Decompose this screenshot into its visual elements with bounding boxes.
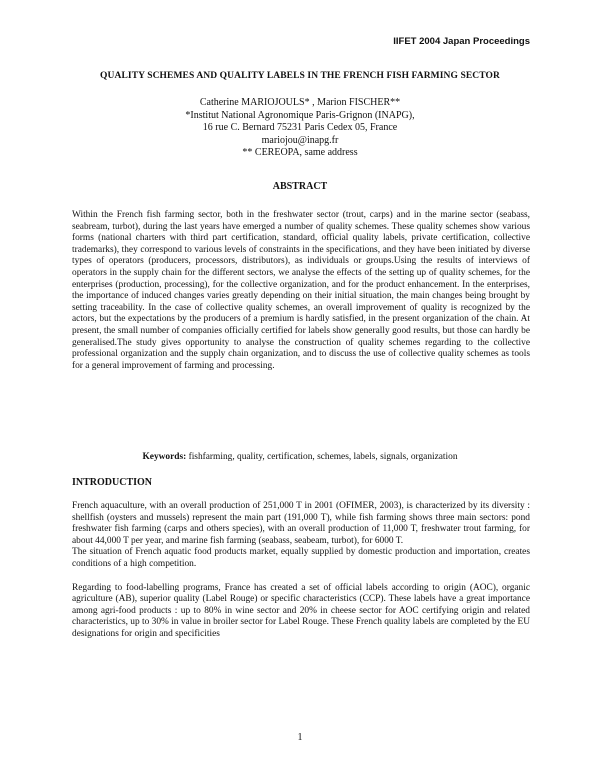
keywords-label: Keywords: (142, 452, 187, 462)
intro-paragraph-2: The situation of French aquatic food products market, equally supplied by domestic production and importation, creates conditions of a high competition. (72, 547, 530, 569)
introduction-heading: INTRODUCTION (72, 477, 153, 488)
keywords-line (0, 451, 600, 464)
intro-paragraph-3: Regarding to food-labelling programs, France has created a set of official labels according to origin (AOC), organic agriculture (AB), superior quality (Label Rouge) or specific characteristics (CCP). These labels have a great importance among agri-food products : up to 80% in wine sector and 20% in cheese sector for AOC certifying origin and related characteristics, up to 30% in value in broiler sector for Label Rouge. These French quality labels are completed by the EU designations for origin and specificities (72, 582, 531, 639)
author-block (0, 97, 600, 160)
page-number: 1 (297, 732, 303, 743)
proceedings-header: IIFET 2004 Japan Proceedings (393, 36, 530, 47)
abstract-text: Within the French fish farming sector, both in the freshwater sector (trout, carps) and in the marine sector (seabass, seabream, turbot), during the last years have emerged a number of quality schemes. These quality schemes show various forms (national charters with third part certification, standard, official quality labels, private certification, collective trademarks), they correspond to various levels of constraints in the specifications, and they have been initiated by diverse types of operators (producers, processors, distributors), as individuals or groups.Using the results of interviews of operators in the supply chain for the different sectors, we analyse the effects of the setting up of quality schemes, for the enterprises (production, processing), for the collective organization, and for the product enhancement. In the enterprises, the importance of induced changes varies greatly depending on their initial situation, the main changes being brought by setting traceability. In the case of collective quality schemes, an overall improvement of quality is recognized by the actors, but the expectations by the producers of a premium is hardly satisfied, in the present organization of the chain. At present, the small number of companies officially certified for labels show generally good results, but those can hardly be generalised.The study gives opportunity to analyse the construction of quality schemes regarding to the collective professional organization and the supply chain organization, and to discuss the use of collective quality schemes as tools for a general improvement of farming and processing. (72, 210, 530, 371)
author-email: mariojou@inapg.fr (261, 134, 339, 146)
author-affiliation-2: ** CEREOPA, same address (242, 147, 358, 159)
author-affiliation-1: *Institut National Agronomique Paris-Grignon (INAPG), (185, 109, 415, 121)
author-address: 16 rue C. Bernard 75231 Paris Cedex 05, France (202, 122, 398, 134)
keywords-text: fishfarming, quality, certification, schemes, labels, signals, organization (186, 452, 458, 462)
author-names: Catherine MARIOJOULS* , Marion FISCHER** (199, 97, 401, 108)
paper-title: QUALITY SCHEMES AND QUALITY LABELS IN THE FRENCH FISH FARMING SECTOR (100, 71, 500, 81)
abstract-heading: ABSTRACT (272, 181, 328, 192)
intro-paragraph-1: French aquaculture, with an overall production of 251,000 T in 2001 (OFIMER, 2003), is characterized by its diversity : shellfish (oysters and mussels) represent the main part (191,000 T), while fish farming shows three main sectors: pond freshwater fish farming (carps and others species), with an overall production of 11,000 T, freshwater trout farming, for about 44,000 T per year, and marine fish farming (seabass, seabeam, turbot), for 6000 T. (72, 501, 530, 546)
introduction-body (72, 501, 530, 641)
